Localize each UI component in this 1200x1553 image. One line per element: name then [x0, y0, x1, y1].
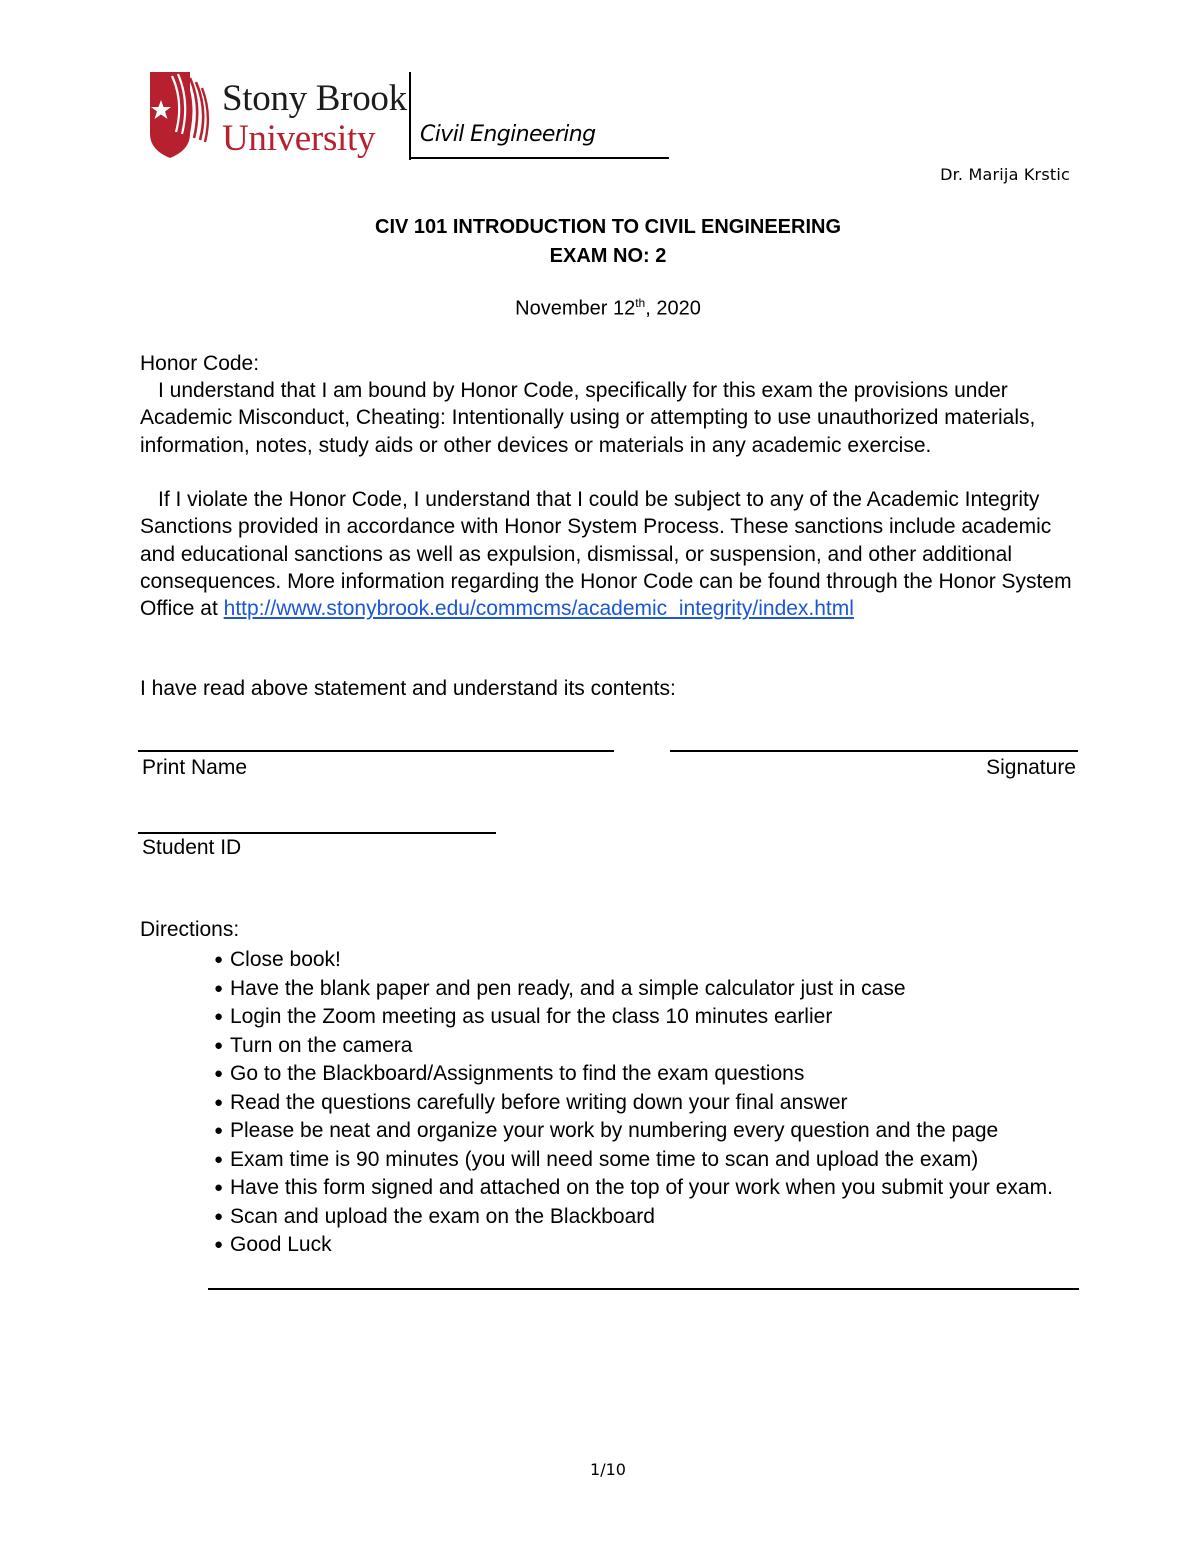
exam-date: [0, 296, 1200, 321]
author-name: Dr. Marija Krstic: [940, 165, 1070, 184]
list-item: [214, 1032, 1094, 1061]
student-id-field[interactable]: [138, 832, 496, 834]
list-item: [214, 1174, 1094, 1203]
bullet-icon: ●: [214, 1122, 224, 1139]
date-suffix: , 2020: [645, 297, 701, 320]
list-item-text: Turn on the camera: [230, 1033, 413, 1057]
bullet-icon: ●: [214, 1008, 224, 1025]
bullet-icon: ●: [214, 1207, 224, 1225]
bullet-icon: ●: [214, 951, 224, 968]
list-item: [214, 1089, 1094, 1118]
list-item: [214, 1146, 1094, 1175]
honor-code-paragraph-1: I understand that I am bound by Honor Code, specifically for this exam the provisions under Academic Misconduct, Cheating: Intentionally using or attempting to use unauthorized materials, information, notes, study aids or other devices or materials in any academic exercise.: [140, 379, 1036, 457]
bullet-icon: ●: [214, 1036, 224, 1054]
directions-rule: [208, 1288, 1079, 1290]
list-item-text: Close book!: [230, 948, 341, 971]
list-item: [214, 975, 1094, 1004]
print-name-label: Print Name: [142, 756, 248, 779]
department-name: Civil Engineering: [420, 122, 596, 147]
directions-list: [214, 946, 1094, 1260]
list-item: [214, 946, 1094, 975]
list-item-text: Scan and upload the exam on the Blackboard: [230, 1204, 655, 1228]
bullet-icon: ●: [214, 1150, 224, 1168]
list-item-text: Login the Zoom meeting as usual for the class 10 minutes earlier: [230, 1005, 833, 1028]
list-item-text: Have this form signed and attached on the top of your work when you submit your exam.: [230, 1176, 1053, 1199]
list-item: [214, 1003, 1094, 1032]
date-prefix: November 12: [515, 297, 636, 320]
honor-code-heading: Honor Code:: [140, 352, 260, 375]
list-item-text: Good Luck: [230, 1233, 332, 1256]
list-item: [214, 1231, 1094, 1260]
acknowledgement-statement: I have read above statement and understand its contents:: [140, 677, 676, 700]
list-item: [214, 1203, 1094, 1232]
exam-number: EXAM NO: 2: [549, 245, 667, 267]
list-item-text: Go to the Blackboard/Assignments to find the exam questions: [230, 1062, 805, 1085]
list-item-text: Exam time is 90 minutes (you will need some time to scan and upload the exam): [230, 1147, 979, 1171]
bullet-icon: ●: [214, 1236, 224, 1253]
course-title: CIV 101 INTRODUCTION TO CIVIL ENGINEERING: [375, 216, 841, 238]
list-item: [214, 1117, 1094, 1146]
student-id-label: Student ID: [142, 836, 242, 859]
print-name-field[interactable]: [138, 750, 614, 752]
bullet-icon: ●: [214, 1093, 224, 1111]
bullet-icon: ●: [214, 1065, 224, 1082]
wordmark-line1: Stony Brook: [222, 78, 407, 119]
list-item-text: Have the blank paper and pen ready, and a simple calculator just in case: [230, 976, 906, 1000]
page-number: 1/10: [590, 1460, 626, 1479]
wordmark-line2: University: [222, 118, 376, 159]
date-ordinal: th: [635, 296, 646, 310]
honor-code-paragraph-2: [140, 486, 1090, 622]
bullet-icon: ●: [214, 1179, 224, 1196]
list-item: [214, 1060, 1094, 1089]
header-divider-vertical: [409, 72, 411, 160]
university-wordmark: [222, 80, 407, 157]
list-item-text: Please be neat and organize your work by numbering every question and the page: [230, 1119, 999, 1142]
signature-label: Signature: [986, 756, 1076, 779]
header-divider-horizontal: [409, 157, 669, 159]
university-logo-icon: [150, 72, 214, 158]
signature-field[interactable]: [670, 750, 1078, 752]
list-item-text: Read the questions carefully before writing down your final answer: [230, 1090, 848, 1114]
bullet-icon: ●: [214, 979, 224, 997]
honor-code-paragraph-2-text: If I violate the Honor Code, I understand that I could be subject to any of the Academic Integrity Sanctions provided in accordance with Honor System Process. These sanctions include academic and educational sanctions as well as expulsion, dismissal, or suspension, and other additional consequences. More information regarding the Honor Code can be found through the Honor System Office at: [140, 488, 1072, 621]
directions-heading: Directions:: [140, 918, 240, 941]
academic-integrity-link[interactable]: http://www.stonybrook.edu/commcms/academic_integrity/index.html: [223, 597, 854, 621]
